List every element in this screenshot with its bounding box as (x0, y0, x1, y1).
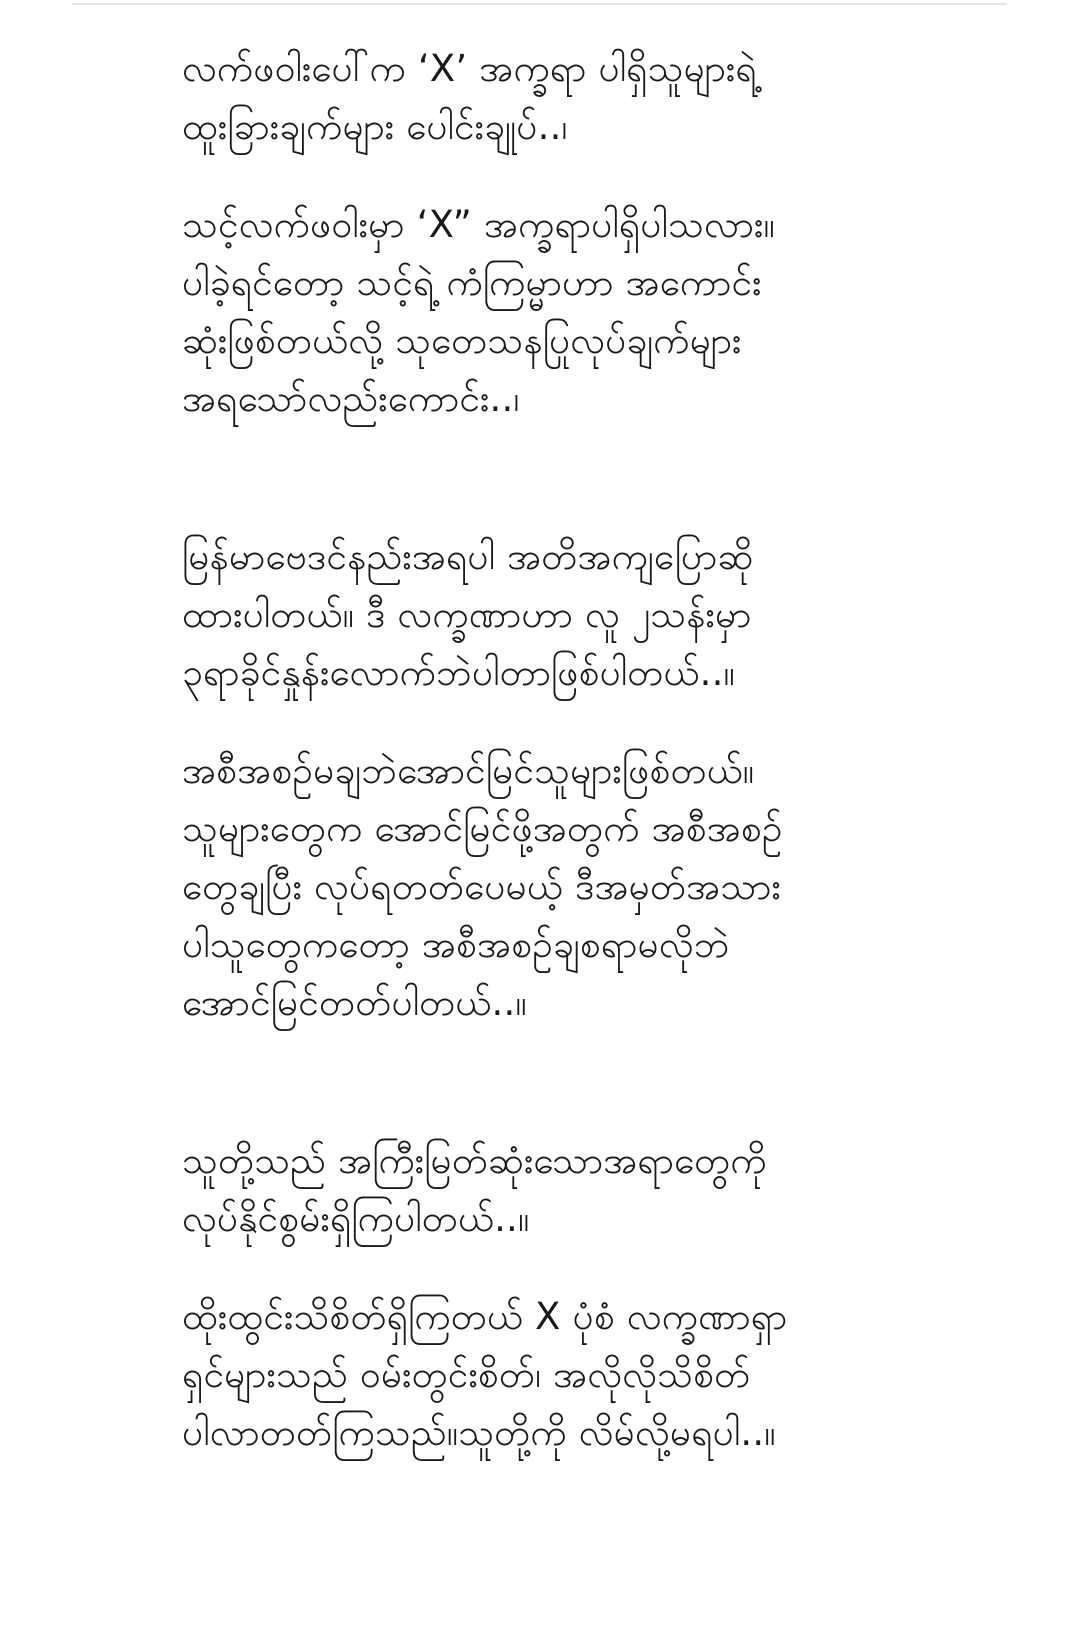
paragraph-1 (182, 40, 1032, 156)
top-divider (72, 3, 1007, 5)
text-line: အောင်မြင်တတ်ပါတယ်..။ (182, 981, 527, 1024)
text-line: တွေချပြီး လုပ်ရတတ်ပေမယ့် ဒီအမှတ်အသား (182, 865, 781, 908)
paragraph-3 (182, 528, 1032, 702)
text-line: သူများတွေက အောင်မြင်ဖို့အတွက် အစီအစဉ် (182, 807, 783, 850)
text-line: ထားပါတယ်။ ဒီ လက္ခဏာဟာ လူ ၂သန်းမှာ (182, 593, 752, 636)
text-line: ပါလာတတ်ကြသည်။သူတို့ကို လိမ်လို့မရပါ..။ (182, 1411, 776, 1454)
text-line: ရှင်များသည် ဝမ်းတွင်းစိတ်၊ အလိုလိုသိစိတ် (182, 1353, 751, 1396)
text-line: လုပ်နိုင်စွမ်းရှိကြပါတယ်..။ (182, 1197, 530, 1240)
paragraph-4 (182, 742, 1032, 1032)
text-line: မြန်မာဗေဒင်နည်းအရပါ အတိအကျပြောဆို (182, 535, 754, 578)
paragraph-5 (182, 1132, 1032, 1248)
text-line: ထူးခြားချက်များ ပေါင်းချုပ်..၊ (182, 105, 568, 148)
text-line: ၃ရာခိုင်နှုန်းလောက်ဘဲပါတာဖြစ်ပါတယ်..။ (182, 651, 735, 694)
text-line: ပါခဲ့ရင်တော့ သင့်ရဲ့ ကံကြမ္မာဟာ အကောင်း (182, 261, 762, 304)
text-line: သင့်လက်ဖဝါးမှာ ‘X” အက္ခရာပါရှိပါသလား။ (182, 203, 775, 246)
article-body (182, 40, 1032, 1502)
text-line: ထိုးထွင်းသိစိတ်ရှိကြတယ် X ပုံစံ လက္ခဏာရှာ (182, 1295, 788, 1338)
text-line: ပါသူတွေကတော့ အစီအစဉ်ချစရာမလိုဘဲ (182, 923, 730, 966)
text-line: ဆုံးဖြစ်တယ်လို့ သုတေသနပြုလုပ်ချက်များ (182, 319, 742, 362)
text-line: သူတို့သည် အကြီးမြတ်ဆုံးသောအရာတွေကို (182, 1139, 767, 1182)
text-line: အစီအစဉ်မချဘဲအောင်မြင်သူများဖြစ်တယ်။ (182, 749, 755, 792)
paragraph-2 (182, 196, 1032, 428)
text-line: အရသော်လည်းကောင်း..၊ (182, 377, 520, 420)
text-line: လက်ဖဝါးပေါ်က ‘X’ အက္ခရာ ပါရှိသူများရဲ့ (182, 47, 757, 90)
paragraph-6 (182, 1288, 1032, 1462)
